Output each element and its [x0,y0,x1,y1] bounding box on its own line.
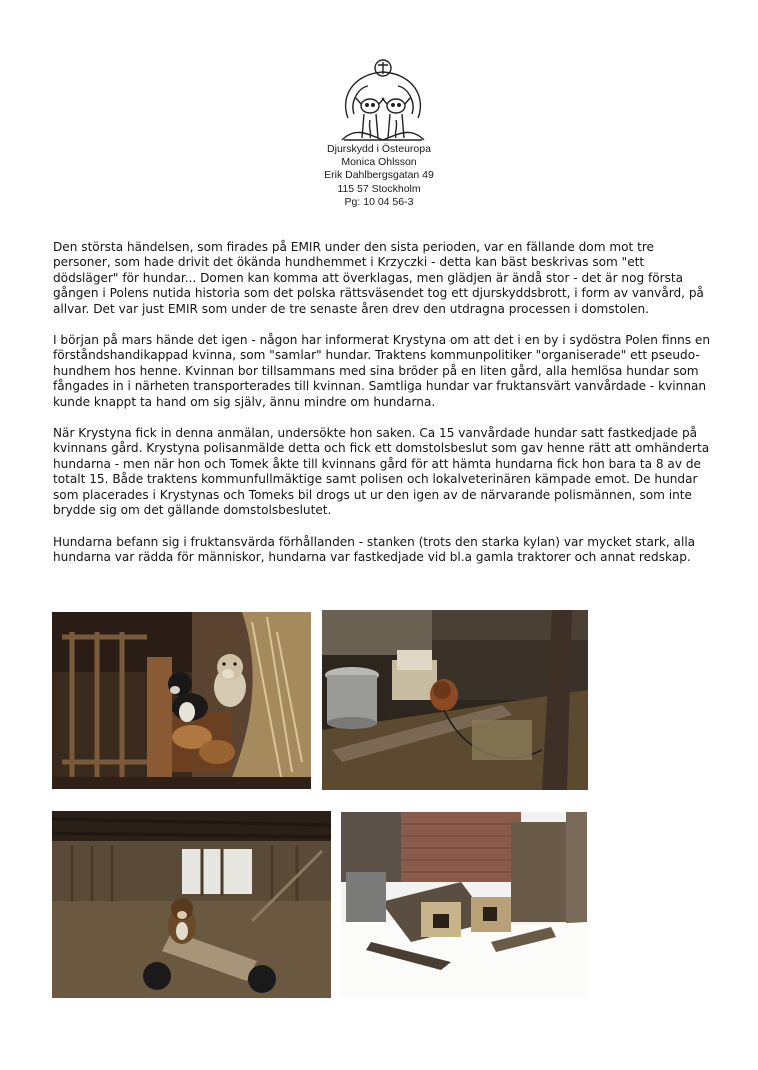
paragraph: Hundarna befann sig i fruktansvärda förhållanden - stanken (trots den starka kylan) var mycket stark, alla hundarna var rädda för människor, hundarna var fastkedjade vid bl.a gamla traktorer och annat redskap. [53,534,696,564]
paragraph: I början på mars hände det igen - någon har informerat Krystyna om att det i en by i sydöstra Polen finns en förståndshandikappad kvinna, som "samlar" hundar. Traktens kommunpolitiker "organiserade" ett pseudo-hundhem hos henne. Kvinnan bor tillsammans med sina bröder på en liten gård, alla hemlösa hundar som fångades in i närheten transporterades till kvinnan. Samtliga hundar var fruktansvärt vanvårdade - kvinnan kunde knappt ta hand om sig själv, ännu mindre om hundarna. [53,333,711,409]
chained-dog-in-shed-photo [322,610,588,790]
article-body [53,240,713,581]
paragraph: När Krystyna fick in denna anmälan, undersökte hon saken. Ca 15 vanvårdade hundar satt fastkedjade på kvinnans gård. Krystyna polisanmälde detta och fick ett domstolsbeslut som gav henne rätt att omhänderta hundarna - men när hon och Tomek åkte till kvinnans gård för att hämta hundarna fick hon bara ta 8 av de totalt 15. Både traktens kommunfullmäktige samt polisen och lokalveterinären kämpade emot. De hundar som placerades i Krystynas och Tomeks bil drogs ut ur den igen av de närvarande polismännen, som inte brydde sig om det gällande domstolsbeslutet. [53,426,710,518]
street-address: Erik Dahlbergsgatan 49 [324,169,434,182]
organization-name: Djurskydd i Östeuropa [327,143,431,155]
letterhead-address [279,143,479,209]
giro-number: Pg: 10 04 56-3 [344,195,414,208]
postal-address: 115 57 Stockholm [337,182,421,195]
organization-logo-icon [334,58,430,144]
paragraph: Den största händelsen, som firades på EMIR under den sista perioden, var en fällande dom mot tre personer, som hade drivit det ökända hundhemmet i Krzyczki - detta kan bäst beskrivas som "ett dödsläger" för hundar... Domen kan komma att överklagas, men glädjen är ändå stor - det är nog första gången i Polens nutida historia som det polska rättsväsendet tog ett djurskyddsbrott, i form av vanvård, på allvar. Det var just EMIR som under de tre senaste åren drev den utdragna processen i domstolen. [53,240,704,316]
dog-on-trailer-photo [52,811,331,998]
contact-name: Monica Ohlsson [341,156,417,169]
dogs-in-barn-photo [52,612,311,789]
dog-kennels-in-snow-photo [341,812,587,997]
